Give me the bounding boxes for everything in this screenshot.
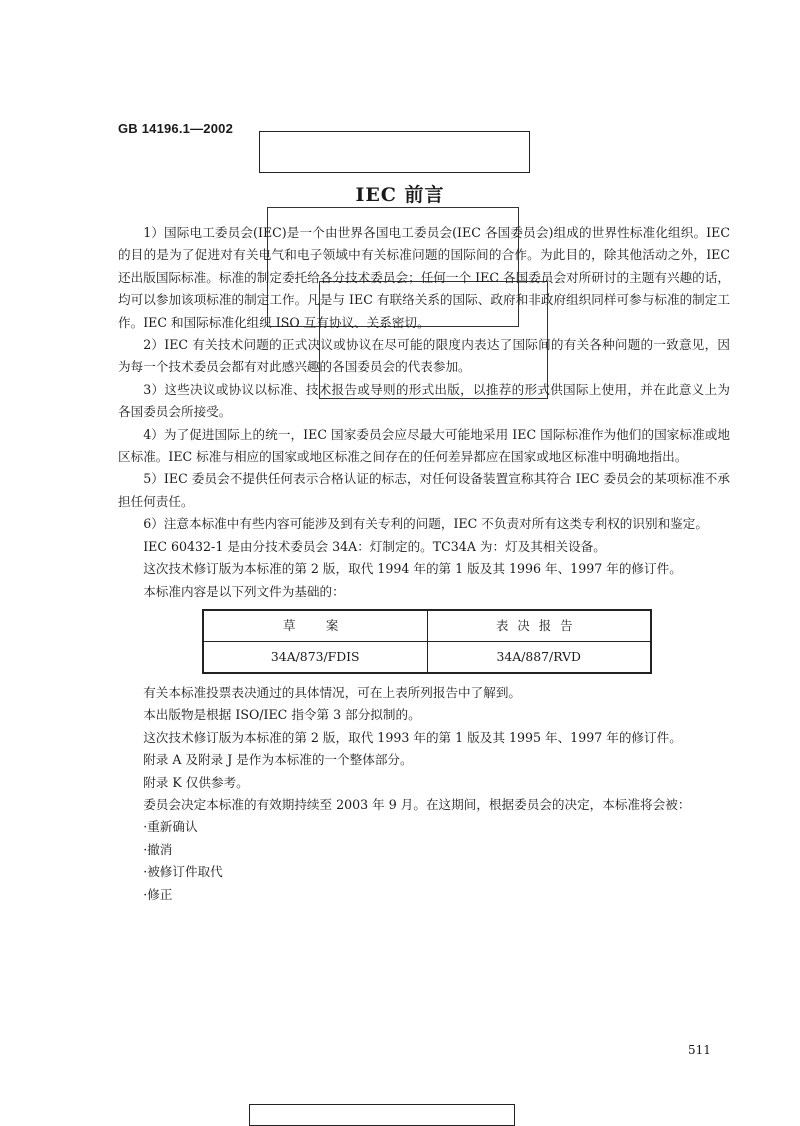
paragraph: 1）国际电工委员会(IEC)是一个由世界各国电工委员会(IEC 各国委员会)组成的世界性标准化组织。IEC 的目的是为了促进对有关电气和电子领域中有关标准问题的国际间的合作。为此目的，除其他活动之外，IEC 还出版国际标准。标准的制定委托给各分技术委员会；任何一个 IEC 各国委员会对所研讨的主题有兴趣的话，均可以参加该项标准的制定工作。凡是与 IEC 有联络关系的国际、政府和非政府组织同样可参与标准的制定工作。IEC 和国际标准化组织 ISO 互有协议、关系密切。 [118, 225, 730, 330]
table-header-cell: 草 案 [203, 610, 427, 642]
paragraph: 附录 A 及附录 J 是作为本标准的一个整体部分。 [143, 752, 413, 768]
bottom-frame [249, 1104, 515, 1126]
table-header-cell: 表决报告 [427, 610, 651, 642]
table-header-row [203, 610, 651, 642]
list-item: ·撤消 [143, 841, 173, 857]
paragraph: 有关本标准投票表决通过的具体情况，可在上表所列报告中了解到。 [143, 684, 521, 700]
paragraph: 5）IEC 委员会不提供任何表示合格认证的标志，对任何设备装置宣称其符合 IEC 委员会的某项标准不承担任何责任。 [118, 471, 730, 509]
paragraph: IEC 60432-1 是由分技术委员会 34A：灯制定的。TC34A 为：灯及其相关设备。 [143, 538, 606, 554]
list-item: ·重新确认 [143, 819, 198, 835]
paragraph: 本标准内容是以下列文件为基础的： [143, 583, 345, 599]
standard-code: GB 14196.1—2002 [118, 121, 234, 136]
page-number: 511 [688, 1043, 711, 1057]
table-cell: 34A/873/FDIS [203, 641, 427, 673]
paragraph: 这次技术修订版为本标准的第 2 版，取代 1993 年的第 1 版及其 1995 年、1997 年的修订件。 [143, 729, 682, 745]
list-item: ·修正 [143, 886, 173, 902]
body-text [118, 222, 730, 906]
paragraph: 4）为了促进国际上的统一，IEC 国家委员会应尽最大可能地采用 IEC 国际标准作为他们的国家标准或地区标准。IEC 标准与相应的国家或地区标准之间存在的任何差异都应在国家或地区标准中明确地指出。 [118, 426, 730, 465]
paragraph: 3）这些决议或协议以标准、技术报告或导则的形式出版，以推荐的形式供国际上使用，并在此意义上为各国委员会所接受。 [118, 381, 730, 420]
list-item: ·被修订件取代 [143, 864, 223, 880]
paragraph: 6）注意本标准中有些内容可能涉及到有关专利的问题，IEC 不负责对所有这类专利权的识别和鉴定。 [143, 516, 708, 532]
paragraph: 委员会决定本标准的有效期持续至 2003 年 9 月。在这期间，根据委员会的决定，本标准将会被： [143, 796, 691, 812]
table-row [203, 641, 651, 673]
blank-frame [259, 131, 530, 173]
page-title: IEC 前言 [355, 184, 445, 206]
paragraph: 附录 K 仅供参考。 [143, 774, 249, 790]
paragraph: 2）IEC 有关技术问题的正式决议或协议在尽可能的限度内表达了国际间的有关各种问题的一致意见，因为每一个技术委员会都有对此感兴趣的各国委员会的代表参加。 [118, 337, 730, 375]
paragraph: 本出版物是根据 ISO/IEC 指令第 3 部分拟制的。 [143, 707, 421, 723]
table-cell: 34A/887/RVD [427, 641, 651, 673]
voting-table [202, 609, 652, 674]
paragraph: 这次技术修订版为本标准的第 2 版，取代 1994 年的第 1 版及其 1996 年、1997 年的修订件。 [143, 561, 682, 577]
voting-table-wrap [202, 609, 652, 674]
